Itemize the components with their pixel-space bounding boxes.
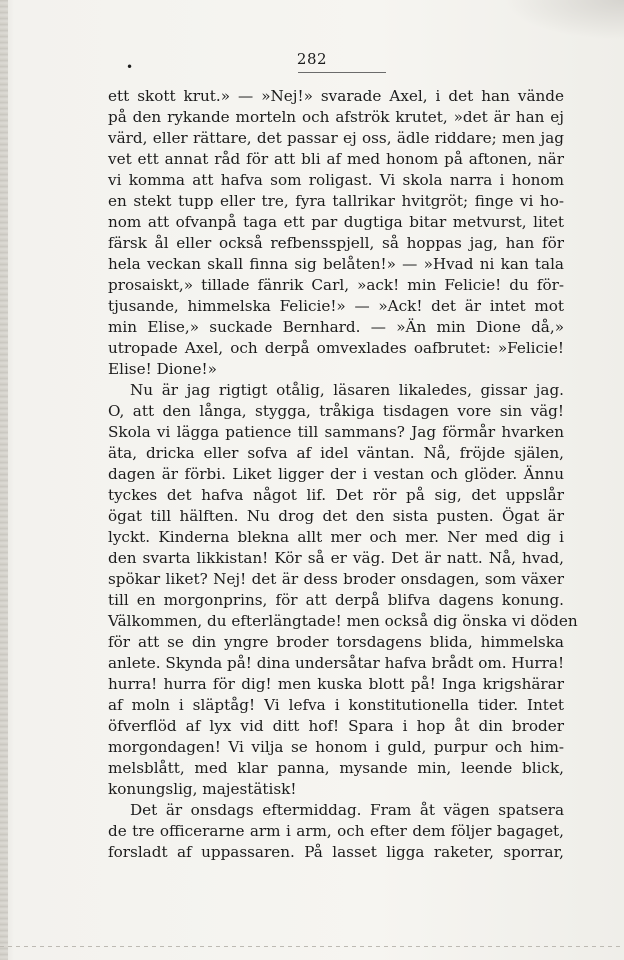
text-line: vi komma att hafva som roligast. Vi skola narra i honom	[108, 171, 564, 189]
text-line: melsblått, med klar panna, mysande min, leende blick,	[108, 759, 564, 777]
text-line: Det är onsdags eftermiddag. Fram åt vägen spatsera	[130, 801, 564, 819]
bottom-edge	[0, 946, 624, 947]
text-line: den svarta likkistan! Kör så er väg. Det är natt. Nå, hvad,	[108, 549, 564, 567]
text-line: lyckt. Kinderna blekna allt mer och mer. Ner med dig i	[108, 528, 564, 546]
text-line: ett skott krut.» — »Nej!» svarade Axel, i det han vände	[108, 87, 564, 105]
text-line: Elise! Dione!»	[108, 360, 217, 378]
text-line: prosaiskt,» tillade fänrik Carl, »ack! min Felicie! du för-	[108, 276, 564, 294]
text-line: tjusande, himmelska Felicie!» — »Ack! det är intet mot	[108, 297, 564, 315]
text-line: morgondagen! Vi vilja se honom i guld, purpur och him-	[108, 738, 564, 756]
text-line: nom att ofvanpå taga ett par dugtiga bitar metvurst, litet	[108, 213, 564, 231]
text-line: färsk ål eller också refbensspjell, så hoppas jag, han för	[108, 234, 564, 252]
header-rule	[298, 72, 386, 73]
text-line: ögat till hälften. Nu drog det den sista pusten. Ögat är	[108, 507, 564, 525]
text-line: vet ett annat råd för att bli af med honom på aftonen, när	[108, 150, 564, 168]
text-line: Nu är jag rigtigt otålig, läsaren likaledes, gissar jag.	[130, 381, 564, 399]
text-line: Välkommen, du efterlängtade! men också dig önska vi döden	[108, 612, 578, 630]
text-line: en stekt tupp eller tre, fyra tallrikar hvitgröt; finge vi ho-	[108, 192, 564, 210]
margin-dot: •	[126, 60, 134, 74]
text-line: dagen är förbi. Liket ligger der i vestan och glöder. Ännu	[108, 465, 564, 483]
text-line: till en morgonprins, för att derpå blifva dagens konung.	[108, 591, 564, 609]
text-line: af moln i släptåg! Vi lefva i konstitutionella tider. Intet	[108, 696, 564, 714]
body-text	[108, 86, 578, 863]
text-line: konungslig, majestätisk!	[108, 780, 297, 798]
text-line: O, att den långa, stygga, tråkiga tisdagen vore sin väg!	[108, 402, 564, 420]
text-line: spökar liket? Nej! det är dess broder onsdagen, som växer	[108, 570, 564, 588]
text-line: min Elise,» suckade Bernhard. — »Än min Dione då,»	[108, 318, 564, 336]
text-line: Skola vi lägga patience till sammans? Jag förmår hvarken	[108, 423, 564, 441]
text-line: äta, dricka eller sofva af idel väntan. Nå, fröjde själen,	[108, 444, 564, 462]
page-number: 282	[296, 50, 328, 68]
text-line: forsladt af uppassaren. På lasset ligga raketer, sporrar,	[108, 843, 564, 861]
text-line: värd, eller rättare, det passar ej oss, ädle riddare; men jag	[108, 129, 564, 147]
text-line: för att se din yngre broder torsdagens blida, himmelska	[108, 633, 564, 651]
text-line: hela veckan skall finna sig belåten!» — »Hvad ni kan tala	[108, 255, 564, 273]
page-binding-edge	[0, 0, 8, 960]
text-line: anlete. Skynda på! dina undersåtar hafva brådt om. Hurra!	[108, 654, 565, 672]
text-line: på den rykande morteln och afströk krutet, »det är han ej	[108, 108, 564, 126]
page-corner-shading	[504, 0, 624, 40]
text-line: hurra! hurra för dig! men kuska blott på! Inga krigshärar	[108, 675, 564, 693]
text-line: öfverflöd af lyx vid ditt hof! Spara i hop åt din broder	[108, 717, 564, 735]
text-line: de tre officerarne arm i arm, och efter dem följer bagaget,	[108, 822, 564, 840]
text-line: tyckes det hafva något lif. Det rör på sig, det uppslår	[108, 486, 564, 504]
text-line: utropade Axel, och derpå omvexlades oafbrutet: »Felicie!	[108, 339, 564, 357]
